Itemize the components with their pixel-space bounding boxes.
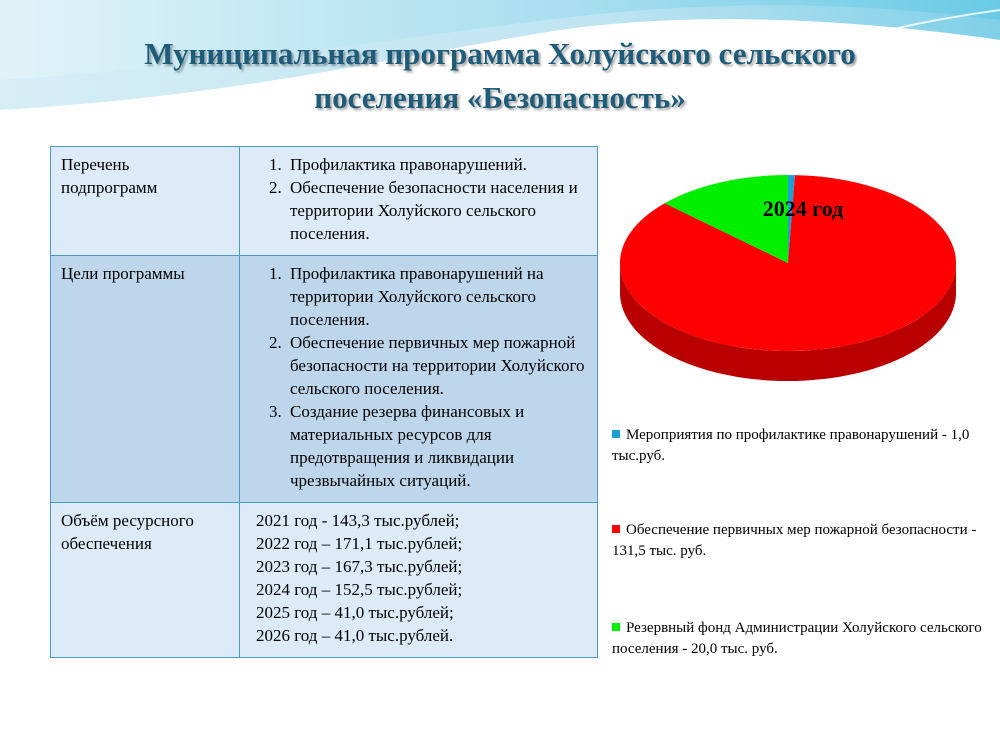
funding-line: 2023 год – 167,3 тыс.рублей; — [256, 557, 463, 576]
program-table — [50, 146, 598, 658]
legend-swatch — [612, 623, 620, 631]
legend-item — [612, 520, 992, 562]
legend-label: Резервный фонд Администрации Холуйского сельского поселения - 20,0 тыс. руб. — [612, 620, 982, 657]
goals-list — [250, 262, 587, 492]
row-content — [240, 503, 598, 658]
row-label: Цели программы — [51, 256, 240, 503]
table-row-funding — [51, 503, 598, 658]
funding-line: 2021 год - 143,3 тыс.рублей; — [256, 511, 460, 530]
list-item: 2. Обеспечение безопасности населения и территории Холуйского сельского поселения. — [286, 176, 587, 245]
legend-swatch — [612, 430, 620, 438]
list-item: 3. Создание резерва финансовых и материальных ресурсов для предотвращения и ликвидации чрезвычайных ситуаций. — [286, 400, 587, 492]
funding-line: 2026 год – 41,0 тыс.рублей. — [256, 626, 454, 645]
funding-line: 2025 год – 41,0 тыс.рублей; — [256, 603, 454, 622]
pie-chart — [600, 150, 970, 400]
list-item: 1. Профилактика правонарушений. — [286, 153, 587, 176]
funding-line: 2022 год – 171,1 тыс.рублей; — [256, 534, 463, 553]
row-content — [240, 147, 598, 256]
legend-item — [612, 425, 992, 467]
legend-item — [612, 618, 992, 660]
list-item: 2. Обеспечение первичных мер пожарной безопасности на территории Холуйского сельского поселения. — [286, 331, 587, 400]
page-title — [0, 32, 1000, 120]
funding-line: 2024 год – 152,5 тыс.рублей; — [256, 580, 463, 599]
row-label: Объём ресурсного обеспечения — [51, 503, 240, 658]
subprogram-list — [250, 153, 587, 245]
table-row-subprograms — [51, 147, 598, 256]
legend-label: Мероприятия по профилактике правонарушений - 1,0 тыс.руб. — [612, 427, 970, 464]
chart-title: 2024 год — [762, 196, 844, 221]
table-row-goals — [51, 256, 598, 503]
row-label: Перечень подпрограмм — [51, 147, 240, 256]
row-content — [240, 256, 598, 503]
list-item: 1. Профилактика правонарушений на территории Холуйского сельского поселения. — [286, 262, 587, 331]
legend-label: Обеспечение первичных мер пожарной безопасности - 131,5 тыс. руб. — [612, 522, 977, 559]
title-line-1: Муниципальная программа Холуйского сельского — [144, 36, 856, 71]
title-line-2: поселения «Безопасность» — [314, 80, 686, 115]
legend-swatch — [612, 525, 620, 533]
